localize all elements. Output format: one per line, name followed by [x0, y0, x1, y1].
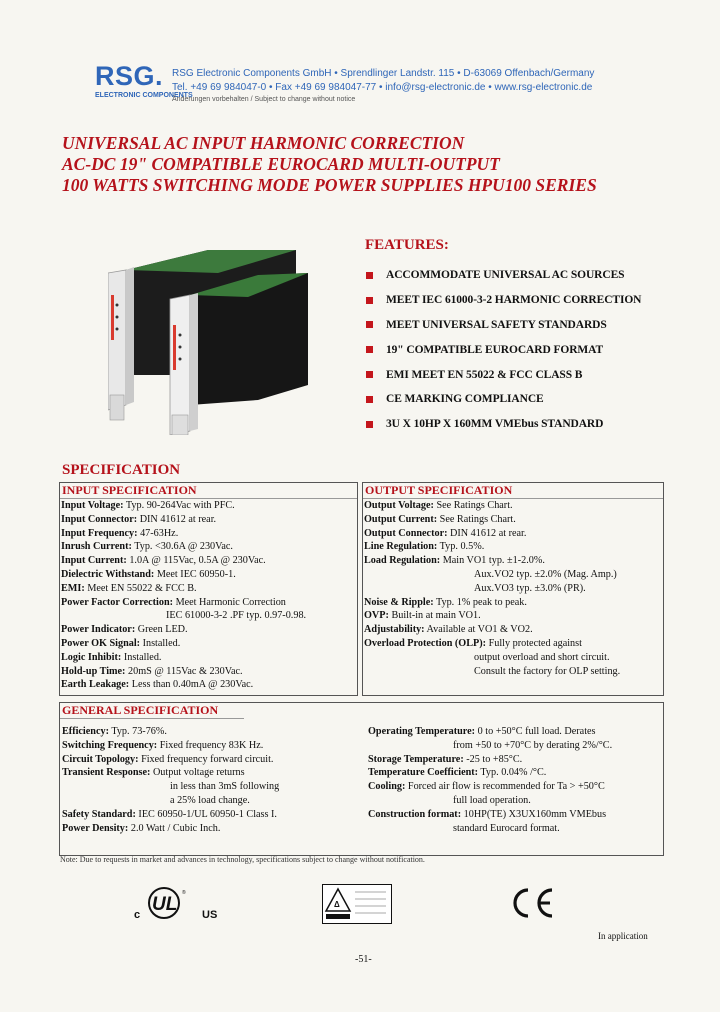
spec-value: Typ. 1% peak to peak. — [433, 596, 527, 608]
spec-key: Power Density: — [62, 822, 129, 834]
spec-key: Circuit Topology: — [62, 753, 139, 765]
spec-row — [364, 554, 663, 568]
spec-key: Load Regulation: — [364, 555, 441, 567]
spec-value: IEC 60950-1/UL 60950-1 Class I. — [135, 808, 277, 820]
spec-row — [61, 554, 357, 568]
svg-text:®: ® — [182, 890, 186, 896]
feature-item: 19" COMPATIBLE EUROCARD FORMAT — [365, 337, 641, 362]
output-spec-box — [362, 482, 664, 696]
bullet-square-icon — [366, 371, 373, 378]
spec-value: Typ. 0.5%. — [437, 541, 485, 553]
document-title — [62, 133, 597, 196]
spec-row — [364, 499, 663, 513]
spec-value: Typ. 90-264Vac with PFC. — [123, 500, 235, 511]
tuv-certification-logo — [322, 884, 392, 924]
spec-row — [61, 513, 357, 527]
spec-value: Typ. 73-76%. — [108, 726, 167, 737]
title-line-2: AC-DC 19" COMPATIBLE EUROCARD MULTI-OUTPUT — [62, 154, 500, 174]
spec-key: Construction format: — [368, 808, 462, 820]
company-disclaimer: Änderungen vorbehalten / Subject to change without notice — [172, 96, 356, 103]
spec-value: Built-in at main VO1. — [388, 610, 481, 622]
spec-key: Switching Frequency: — [62, 739, 158, 751]
input-spec-rows — [60, 499, 357, 692]
spec-key: Input Voltage: — [61, 500, 124, 511]
spec-row — [364, 609, 663, 623]
spec-row — [61, 527, 357, 541]
spec-row — [62, 822, 362, 836]
spec-row — [61, 540, 357, 554]
spec-key: Output Current: — [364, 513, 438, 525]
output-spec-title: OUTPUT SPECIFICATION — [363, 483, 663, 499]
spec-row — [364, 582, 663, 596]
general-spec-box — [59, 702, 664, 856]
spec-row — [61, 665, 357, 679]
spec-value: Output voltage returns — [150, 767, 245, 779]
spec-value: Aux.VO3 typ. ±3.0% (PR). — [474, 582, 586, 594]
spec-row — [368, 725, 662, 739]
spec-value: Installed. — [121, 651, 162, 663]
spec-row — [61, 678, 357, 692]
spec-value: Installed. — [140, 637, 181, 649]
footnote: Note: Due to requests in market and advances in technology, specifications subject to change without notification. — [60, 855, 425, 864]
spec-value: a 25% load change. — [170, 794, 250, 806]
company-address: RSG Electronic Components GmbH • Sprendlinger Landstr. 115 • D-63069 Offenbach/Germany — [172, 68, 595, 79]
spec-key: Operating Temperature: — [368, 726, 476, 737]
spec-row — [364, 596, 663, 610]
spec-value: Typ. 0.04% /°C. — [478, 767, 547, 779]
bullet-square-icon — [366, 297, 373, 304]
general-spec-left — [61, 725, 362, 835]
spec-value: DIN 41612 at rear. — [447, 527, 527, 539]
spec-key: Input Frequency: — [61, 527, 138, 539]
power-supply-unit-front — [170, 273, 308, 435]
spec-row — [364, 540, 663, 554]
spec-value: Fixed frequency forward circuit. — [138, 753, 274, 765]
spec-value: from +50 to +70°C by derating 2%/°C. — [453, 739, 613, 751]
spec-value: See Ratings Chart. — [437, 513, 516, 525]
spec-value: 47-63Hz. — [137, 527, 179, 539]
spec-row — [62, 808, 362, 822]
spec-value: Meet EN 55022 & FCC B. — [84, 582, 197, 594]
spec-row — [62, 739, 362, 753]
spec-row — [61, 582, 357, 596]
spec-value: Main VO1 typ. ±1-2.0%. — [440, 555, 545, 567]
bullet-square-icon — [366, 346, 373, 353]
feature-item: MEET IEC 61000-3-2 HARMONIC CORRECTION — [365, 288, 641, 313]
spec-value: 20mS @ 115Vac & 230Vac. — [125, 665, 243, 677]
spec-value: 2.0 Watt / Cubic Inch. — [128, 822, 221, 834]
spec-value: Fully protected against — [486, 637, 582, 649]
spec-key: Efficiency: — [62, 726, 109, 737]
product-photo — [108, 245, 333, 435]
bullet-square-icon — [366, 272, 373, 279]
input-spec-title: INPUT SPECIFICATION — [60, 483, 357, 499]
spec-row — [364, 527, 663, 541]
spec-key: Output Voltage: — [364, 500, 434, 511]
spec-row — [368, 766, 662, 780]
spec-value: standard Eurocard format. — [453, 822, 560, 834]
company-contact: Tel. +49 69 984047-0 • Fax +49 69 984047-77 • info@rsg-electronic.de • www.rsg-electronic.de — [172, 82, 593, 93]
spec-key: Input Connector: — [61, 513, 138, 525]
ce-mark-logo — [510, 886, 556, 920]
spec-key: Power Indicator: — [61, 624, 136, 636]
spec-value: Typ. <30.6A @ 230Vac. — [131, 541, 233, 553]
spec-value: 10HP(TE) X3UX160mm VMEbus — [461, 808, 607, 820]
specification-heading: SPECIFICATION — [62, 462, 181, 478]
spec-row — [364, 513, 663, 527]
spec-key: Adjustability: — [364, 624, 425, 636]
spec-value: See Ratings Chart. — [433, 500, 513, 511]
spec-value: Forced air flow is recommended for Ta > +50°C — [405, 781, 605, 793]
spec-value: Less than 0.40mA @ 230Vac. — [129, 679, 254, 691]
spec-value: output overload and short circuit. — [474, 651, 610, 663]
general-spec-right — [367, 725, 662, 835]
svg-text:Δ: Δ — [334, 900, 340, 909]
logo-subtext: ELECTRONIC COMPONENTS — [95, 92, 193, 99]
features-heading: FEATURES: — [365, 237, 449, 253]
page-number: -51- — [355, 954, 372, 965]
spec-row — [368, 753, 662, 767]
feature-item: 3U X 10HP X 160MM VMEbus STANDARD — [365, 412, 641, 437]
spec-row — [368, 822, 662, 836]
spec-value: 0 to +50°C full load. Derates — [475, 726, 596, 737]
spec-row — [61, 568, 357, 582]
spec-row — [364, 623, 663, 637]
spec-value: -25 to +85°C. — [463, 753, 523, 765]
spec-row — [62, 794, 362, 808]
spec-value: Green LED. — [135, 624, 188, 636]
spec-key: Output Connector: — [364, 527, 448, 539]
title-line-3: 100 WATTS SWITCHING MODE POWER SUPPLIES HPU100 SERIES — [62, 175, 597, 195]
spec-value: in less than 3mS following — [170, 781, 280, 793]
spec-key: Inrush Current: — [61, 541, 132, 553]
spec-value: Aux.VO2 typ. ±2.0% (Mag. Amp.) — [474, 568, 617, 580]
bullet-square-icon — [366, 421, 373, 428]
spec-row — [61, 623, 357, 637]
spec-key: Overload Protection (OLP): — [364, 637, 487, 649]
spec-key: Input Current: — [61, 555, 127, 567]
spec-key: OVP: — [364, 610, 389, 622]
spec-value: IEC 61000-3-2 .PF typ. 0.97-0.98. — [166, 610, 307, 622]
spec-row — [368, 739, 662, 753]
title-line-1: UNIVERSAL AC INPUT HARMONIC CORRECTION — [62, 133, 465, 153]
in-application-label: In application — [598, 931, 648, 941]
spec-row — [364, 651, 663, 665]
spec-value: DIN 41612 at rear. — [137, 513, 217, 525]
spec-key: Hold-up Time: — [61, 665, 126, 677]
spec-row — [61, 651, 357, 665]
spec-key: Earth Leakage: — [61, 679, 130, 691]
spec-key: Transient Response: — [62, 767, 151, 779]
spec-value: Meet IEC 60950-1. — [154, 568, 236, 580]
spec-row — [61, 637, 357, 651]
spec-row — [61, 609, 357, 623]
cul-us-logo — [118, 885, 228, 925]
company-logo — [95, 61, 193, 99]
spec-key: Noise & Ripple: — [364, 596, 434, 608]
spec-key: Cooling: — [368, 781, 406, 793]
spec-value: 1.0A @ 115Vac, 0.5A @ 230Vac. — [126, 555, 266, 567]
bullet-square-icon — [366, 321, 373, 328]
spec-row — [364, 637, 663, 651]
bullet-square-icon — [366, 396, 373, 403]
output-spec-rows — [363, 499, 663, 678]
spec-key: Logic Inhibit: — [61, 651, 122, 663]
spec-key: Power OK Signal: — [61, 637, 141, 649]
company-info — [172, 67, 594, 105]
feature-item: MEET UNIVERSAL SAFETY STANDARDS — [365, 313, 641, 338]
spec-row — [368, 794, 662, 808]
svg-text:c: c — [134, 909, 141, 921]
spec-row — [62, 780, 362, 794]
svg-text:US: US — [202, 909, 218, 921]
spec-key: Safety Standard: — [62, 808, 136, 820]
feature-item: EMI MEET EN 55022 & FCC CLASS B — [365, 362, 641, 387]
spec-value: Meet Harmonic Correction — [173, 596, 286, 608]
feature-item: CE MARKING COMPLIANCE — [365, 387, 641, 412]
spec-key: Power Factor Correction: — [61, 596, 174, 608]
spec-row — [368, 808, 662, 822]
spec-row — [61, 499, 357, 513]
spec-value: Available at VO1 & VO2. — [424, 624, 533, 636]
spec-row — [364, 568, 663, 582]
spec-value: Consult the factory for OLP setting. — [474, 665, 621, 677]
spec-row — [62, 766, 362, 780]
spec-row — [62, 725, 362, 739]
spec-value: Fixed frequency 83K Hz. — [157, 739, 264, 751]
spec-row — [364, 665, 663, 679]
spec-row — [368, 780, 662, 794]
features-list — [365, 263, 641, 437]
spec-row — [62, 753, 362, 767]
spec-key: Dielectric Withstand: — [61, 568, 155, 580]
general-spec-title: GENERAL SPECIFICATION — [60, 703, 244, 719]
spec-key: Temperature Coefficient: — [368, 767, 479, 779]
spec-key: EMI: — [61, 582, 85, 594]
spec-value: full load operation. — [453, 794, 531, 806]
svg-text:UL: UL — [152, 894, 178, 915]
spec-key: Storage Temperature: — [368, 753, 464, 765]
spec-key: Line Regulation: — [364, 541, 438, 553]
logo-text: RSG. — [95, 61, 164, 91]
feature-item: ACCOMMODATE UNIVERSAL AC SOURCES — [365, 263, 641, 288]
input-spec-box — [59, 482, 358, 696]
spec-row — [61, 596, 357, 610]
